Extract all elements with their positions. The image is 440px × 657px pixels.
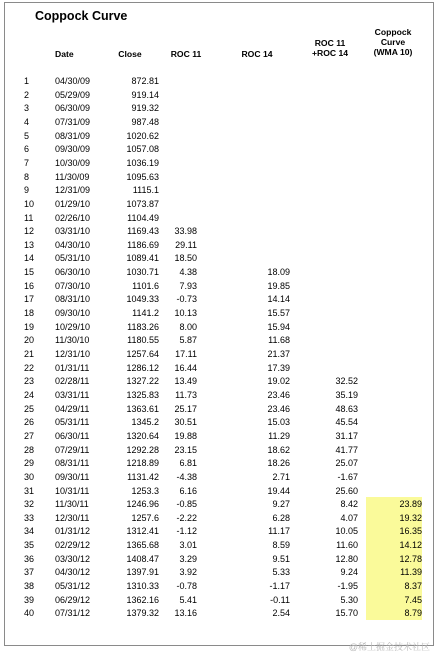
cell-sum: 4.07: [340, 513, 358, 523]
cell-close: 1286.12: [126, 363, 159, 373]
cell-date: 08/31/11: [55, 458, 90, 468]
cell-close: 1186.69: [127, 240, 159, 250]
table-row: [0, 553, 440, 565]
cell-sum: 5.30: [340, 595, 358, 605]
cell-sum: 10.05: [335, 526, 358, 536]
cell-close: 1312.41: [126, 526, 159, 536]
table-row: [0, 389, 440, 401]
cell-roc11: 13.49: [174, 376, 197, 386]
cell-roc14: 23.46: [267, 404, 290, 414]
cell-roc14: 21.37: [267, 349, 290, 359]
cell-date: 12/30/11: [55, 513, 90, 523]
cell-close: 987.48: [131, 117, 159, 127]
cell-roc11: -2.22: [176, 513, 197, 523]
cell-roc11: 30.51: [174, 417, 197, 427]
cell-date: 10/30/09: [55, 158, 91, 168]
cell-roc11: 5.87: [179, 335, 197, 345]
cell-date: 05/29/09: [55, 90, 91, 100]
cell-num: 20: [24, 335, 35, 345]
cell-wma: 8.37: [404, 581, 422, 591]
cell-close: 1030.71: [126, 267, 159, 277]
cell-num: 39: [24, 595, 35, 605]
table-row: [0, 430, 440, 442]
cell-close: 1320.64: [126, 431, 159, 441]
cell-roc11: 23.15: [174, 445, 197, 455]
cell-roc14: 15.57: [267, 308, 290, 318]
cell-sum: 41.77: [335, 445, 358, 455]
table-row: [0, 362, 440, 374]
cell-date: 04/30/09: [55, 76, 91, 86]
table-row: [0, 525, 440, 537]
cell-date: 09/30/09: [55, 144, 91, 154]
table-row: [0, 471, 440, 483]
cell-date: 01/31/11: [55, 363, 90, 373]
cell-close: 1253.3: [131, 486, 159, 496]
cell-date: 04/29/11: [55, 404, 90, 414]
cell-roc11: 13.16: [174, 608, 197, 618]
table-row: [0, 539, 440, 551]
cell-sum: 48.63: [335, 404, 358, 414]
watermark: @稀土掘金技术社区: [348, 642, 430, 652]
cell-close: 1131.42: [127, 472, 159, 482]
cell-date: 09/30/10: [55, 308, 91, 318]
cell-close: 1365.68: [126, 540, 159, 550]
cell-date: 10/29/10: [55, 322, 91, 332]
cell-date: 06/30/10: [55, 267, 91, 277]
cell-roc11: 3.92: [179, 567, 197, 577]
cell-roc14: 9.27: [272, 499, 290, 509]
cell-date: 09/30/11: [55, 472, 90, 482]
cell-sum: 9.24: [340, 567, 358, 577]
cell-num: 5: [24, 131, 30, 141]
cell-roc11: 8.00: [179, 322, 197, 332]
cell-date: 03/31/10: [55, 226, 91, 236]
cell-close: 1169.43: [127, 226, 159, 236]
cell-roc11: -0.85: [176, 499, 197, 509]
cell-date: 04/30/10: [55, 240, 91, 250]
cell-date: 11/30/11: [55, 499, 89, 509]
cell-date: 07/31/12: [55, 608, 91, 618]
cell-num: 3: [24, 103, 30, 113]
table-row: [0, 239, 440, 251]
table-row: [0, 594, 440, 606]
cell-num: 34: [24, 526, 35, 536]
cell-close: 1397.91: [126, 567, 159, 577]
cell-roc11: 18.50: [174, 253, 197, 263]
cell-roc11: -0.73: [176, 294, 197, 304]
table-row: [0, 89, 440, 101]
cell-wma: 7.45: [404, 595, 422, 605]
cell-num: 6: [24, 144, 30, 154]
cell-num: 24: [24, 390, 35, 400]
cell-close: 1345.2: [131, 417, 159, 427]
cell-date: 11/30/09: [55, 172, 90, 182]
cell-date: 03/31/11: [55, 390, 90, 400]
cell-roc11: 7.93: [179, 281, 197, 291]
cell-num: 36: [24, 554, 35, 564]
table-row: [0, 184, 440, 196]
cell-num: 7: [24, 158, 30, 168]
cell-roc14: 19.85: [267, 281, 290, 291]
cell-num: 13: [24, 240, 35, 250]
cell-num: 19: [24, 322, 35, 332]
table-row: [0, 116, 440, 128]
table-row: [0, 607, 440, 619]
cell-date: 06/29/12: [55, 595, 91, 605]
cell-close: 1036.19: [126, 158, 159, 168]
cell-num: 14: [24, 253, 35, 263]
cell-date: 08/31/10: [55, 294, 91, 304]
cell-close: 1141.2: [132, 308, 159, 318]
cell-close: 1325.83: [126, 390, 159, 400]
cell-date: 07/31/09: [55, 117, 91, 127]
cell-roc14: 11.17: [268, 526, 290, 536]
cell-date: 02/28/11: [55, 376, 90, 386]
table-row: [0, 485, 440, 497]
cell-sum: 45.54: [335, 417, 358, 427]
cell-date: 01/31/12: [55, 526, 91, 536]
cell-roc14: 18.62: [267, 445, 290, 455]
cell-sum: -1.95: [337, 581, 358, 591]
cell-roc11: 33.98: [174, 226, 197, 236]
cell-close: 1246.96: [126, 499, 159, 509]
cell-date: 11/30/10: [55, 335, 90, 345]
cell-num: 38: [24, 581, 35, 591]
cell-roc14: 5.33: [272, 567, 290, 577]
cell-roc11: 11.73: [175, 390, 197, 400]
cell-roc11: -0.78: [176, 581, 197, 591]
header-coppock: [364, 27, 422, 57]
cell-roc11: 25.17: [174, 404, 197, 414]
cell-wma: 14.12: [399, 540, 422, 550]
cell-roc14: 8.59: [272, 540, 290, 550]
cell-sum: 32.52: [335, 376, 358, 386]
cell-roc14: 19.44: [267, 486, 290, 496]
cell-date: 07/30/10: [55, 281, 91, 291]
cell-close: 1310.33: [126, 581, 159, 591]
cell-close: 1363.61: [126, 404, 159, 414]
cell-num: 31: [24, 486, 35, 496]
cell-num: 27: [24, 431, 35, 441]
table-row: [0, 512, 440, 524]
table-row: [0, 102, 440, 114]
cell-num: 10: [24, 199, 35, 209]
cell-close: 1257.6: [131, 513, 159, 523]
cell-close: 919.14: [131, 90, 159, 100]
cell-close: 1104.49: [127, 213, 159, 223]
cell-num: 35: [24, 540, 35, 550]
cell-wma: 23.89: [399, 499, 422, 509]
cell-date: 05/31/11: [55, 417, 90, 427]
cell-roc11: 10.13: [174, 308, 197, 318]
cell-num: 26: [24, 417, 35, 427]
cell-num: 15: [24, 267, 35, 277]
table-row: [0, 566, 440, 578]
cell-num: 18: [24, 308, 35, 318]
cell-num: 33: [24, 513, 35, 523]
cell-sum: 11.60: [336, 540, 358, 550]
cell-roc11: 19.88: [174, 431, 197, 441]
header-roc-sum-line1: ROC 11: [314, 38, 346, 48]
table-row: [0, 171, 440, 183]
table-row: [0, 225, 440, 237]
cell-date: 03/30/12: [55, 554, 91, 564]
table-row: [0, 321, 440, 333]
cell-roc14: 17.39: [267, 363, 290, 373]
table-row: [0, 444, 440, 456]
cell-date: 08/31/09: [55, 131, 91, 141]
cell-date: 02/29/12: [55, 540, 91, 550]
cell-wma: 19.32: [399, 513, 422, 523]
cell-close: 1049.33: [126, 294, 159, 304]
cell-close: 872.81: [131, 76, 159, 86]
cell-num: 22: [24, 363, 35, 373]
cell-roc11: 3.29: [179, 554, 197, 564]
cell-num: 9: [24, 185, 30, 195]
header-roc14: ROC 14: [241, 49, 273, 59]
cell-roc14: 23.46: [267, 390, 290, 400]
cell-num: 11: [24, 213, 34, 223]
cell-num: 29: [24, 458, 35, 468]
cell-date: 12/31/09: [55, 185, 91, 195]
cell-date: 04/30/12: [55, 567, 91, 577]
cell-num: 17: [24, 294, 35, 304]
cell-close: 1095.63: [126, 172, 159, 182]
cell-close: 1379.32: [126, 608, 159, 618]
cell-num: 1: [24, 76, 30, 86]
cell-roc14: -0.11: [270, 595, 290, 605]
cell-date: 01/29/10: [55, 199, 91, 209]
cell-num: 40: [24, 608, 35, 618]
cell-sum: 31.17: [335, 431, 358, 441]
table-row: [0, 348, 440, 360]
table-row: [0, 157, 440, 169]
header-coppock-line2: Curve: [380, 37, 406, 47]
page-title: Coppock Curve: [35, 9, 128, 23]
cell-num: 28: [24, 445, 35, 455]
cell-roc14: 9.51: [272, 554, 290, 564]
cell-sum: 35.19: [335, 390, 358, 400]
cell-roc11: -1.12: [176, 526, 197, 536]
cell-sum: 12.80: [335, 554, 358, 564]
table-row: [0, 130, 440, 142]
cell-num: 21: [24, 349, 35, 359]
table-row: [0, 280, 440, 292]
cell-roc11: -4.38: [176, 472, 197, 482]
cell-close: 1327.22: [126, 376, 159, 386]
cell-close: 1089.41: [126, 253, 159, 263]
table-row: [0, 457, 440, 469]
cell-roc11: 6.81: [179, 458, 197, 468]
header-coppock-line1: Coppock: [374, 27, 412, 37]
cell-num: 4: [24, 117, 30, 127]
header-date: Date: [55, 49, 74, 59]
header-roc-sum: [307, 38, 353, 58]
cell-num: 37: [24, 567, 35, 577]
cell-close: 1362.16: [126, 595, 159, 605]
header-roc-sum-line2: +ROC 14: [311, 48, 349, 58]
cell-roc11: 3.01: [179, 540, 197, 550]
cell-date: 05/31/10: [55, 253, 91, 263]
table-row: [0, 266, 440, 278]
cell-close: 1218.89: [126, 458, 159, 468]
table-row: [0, 252, 440, 264]
cell-wma: 16.35: [399, 526, 422, 536]
cell-num: 16: [24, 281, 35, 291]
table-row: [0, 403, 440, 415]
table-row: [0, 143, 440, 155]
cell-roc14: 18.09: [267, 267, 290, 277]
cell-date: 06/30/11: [55, 431, 90, 441]
cell-roc14: 11.29: [268, 431, 290, 441]
table-row: [0, 416, 440, 428]
table-row: [0, 498, 440, 510]
cell-sum: -1.67: [337, 472, 358, 482]
cell-close: 1101.6: [132, 281, 159, 291]
cell-roc14: 2.54: [272, 608, 290, 618]
table-row: [0, 212, 440, 224]
cell-roc14: 2.71: [272, 472, 290, 482]
header-roc11: ROC 11: [170, 49, 202, 59]
table-row: [0, 198, 440, 210]
cell-num: 32: [24, 499, 35, 509]
table-row: [0, 580, 440, 592]
cell-roc11: 4.38: [179, 267, 197, 277]
header-close: Close: [118, 49, 142, 59]
table-row: [0, 75, 440, 87]
cell-roc14: -1.17: [269, 581, 290, 591]
cell-date: 10/31/11: [55, 486, 90, 496]
cell-close: 1180.55: [127, 335, 159, 345]
cell-close: 1057.08: [126, 144, 159, 154]
cell-num: 25: [24, 404, 35, 414]
cell-num: 12: [24, 226, 35, 236]
cell-roc14: 19.02: [267, 376, 290, 386]
table-row: [0, 307, 440, 319]
cell-roc11: 29.11: [175, 240, 197, 250]
cell-close: 1115.1: [132, 185, 159, 195]
cell-roc14: 15.94: [267, 322, 290, 332]
table-row: [0, 293, 440, 305]
cell-roc11: 17.11: [175, 349, 197, 359]
cell-close: 1020.62: [126, 131, 159, 141]
cell-date: 05/31/12: [55, 581, 91, 591]
cell-roc14: 15.03: [267, 417, 290, 427]
cell-roc11: 6.16: [179, 486, 197, 496]
cell-close: 1073.87: [126, 199, 159, 209]
cell-wma: 12.78: [399, 554, 422, 564]
cell-roc14: 14.14: [267, 294, 290, 304]
cell-roc14: 6.28: [272, 513, 290, 523]
cell-date: 12/31/10: [55, 349, 91, 359]
cell-roc14: 18.26: [267, 458, 290, 468]
cell-roc11: 16.44: [174, 363, 197, 373]
cell-sum: 25.60: [335, 486, 358, 496]
cell-wma: 11.39: [400, 567, 422, 577]
cell-sum: 25.07: [335, 458, 358, 468]
table-row: [0, 334, 440, 346]
cell-num: 2: [24, 90, 30, 100]
table-row: [0, 375, 440, 387]
cell-sum: 8.42: [340, 499, 358, 509]
cell-wma: 8.79: [404, 608, 422, 618]
cell-roc14: 11.68: [268, 335, 290, 345]
header-coppock-line3: (WMA 10): [373, 47, 413, 57]
cell-close: 1408.47: [126, 554, 159, 564]
cell-close: 1183.26: [127, 322, 159, 332]
cell-num: 30: [24, 472, 35, 482]
cell-num: 8: [24, 172, 30, 182]
cell-close: 1257.64: [126, 349, 159, 359]
cell-num: 23: [24, 376, 35, 386]
cell-close: 919.32: [131, 103, 159, 113]
cell-date: 07/29/11: [55, 445, 90, 455]
cell-close: 1292.28: [126, 445, 159, 455]
cell-date: 06/30/09: [55, 103, 91, 113]
cell-sum: 15.70: [335, 608, 358, 618]
cell-roc11: 5.41: [179, 595, 197, 605]
cell-date: 02/26/10: [55, 213, 91, 223]
